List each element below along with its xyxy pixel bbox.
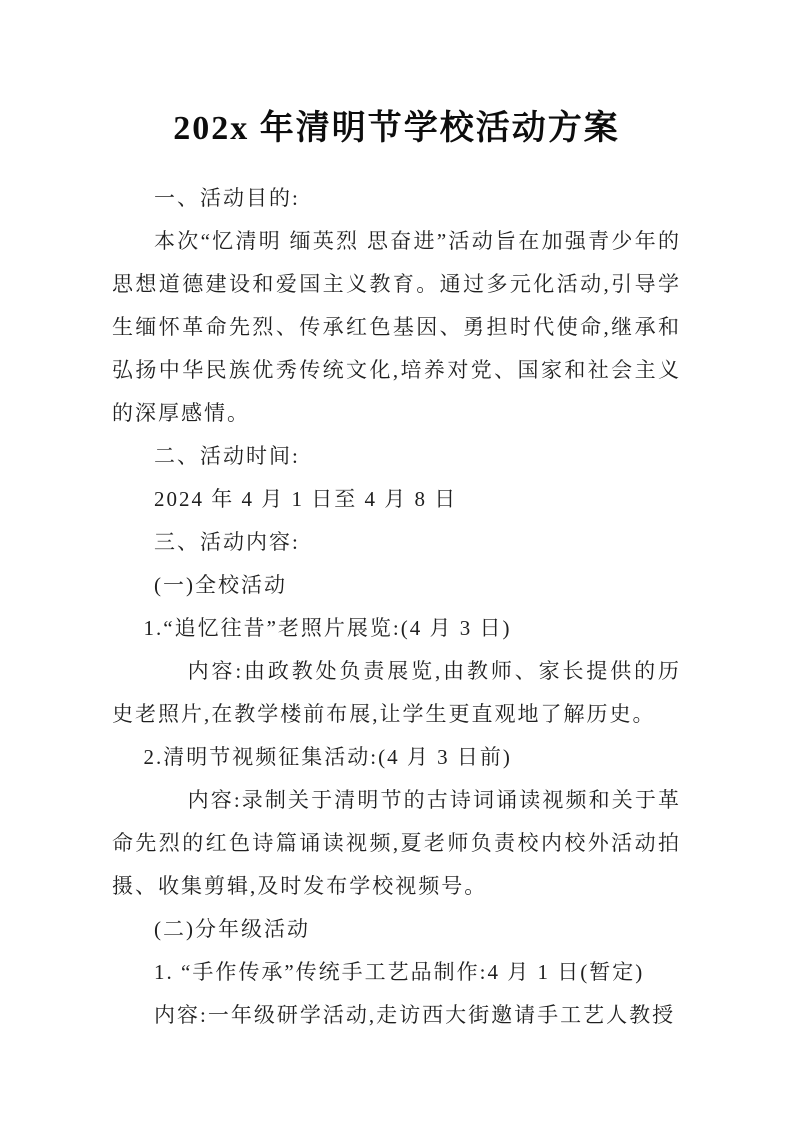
item-video-collection: 2.清明节视频征集活动:(4 月 3 日前) bbox=[143, 744, 512, 769]
document-text bbox=[112, 177, 681, 1037]
para-photo-exhibition-content: 内容:由政教处负责展览,由教师、家长提供的历史老照片,在教学楼前布展,让学生更直观地了解历史。 bbox=[112, 658, 681, 726]
heading-grade-activities: (二)分年级活动 bbox=[154, 916, 310, 941]
para-activity-purpose-body: 本次“忆清明 缅英烈 思奋进”活动旨在加强青少年的思想道德建设和爱国主义教育。通过多元化活动,引导学生缅怀革命先烈、传承红色基因、勇担时代使命,继承和弘扬中华民族优秀传统文化,培养对党、国家和社会主义的深厚感情。 bbox=[112, 228, 681, 425]
heading-school-activities: (一)全校活动 bbox=[154, 572, 287, 597]
heading-activity-time: 二、活动时间: bbox=[154, 443, 300, 468]
heading-activity-purpose: 一、活动目的: bbox=[154, 185, 300, 210]
para-video-collection-content: 内容:录制关于清明节的古诗词诵读视频和关于革命先烈的红色诗篇诵读视频,夏老师负责校内校外活动拍摄、收集剪辑,及时发布学校视频号。 bbox=[112, 787, 681, 898]
item-handicraft: 1. “手作传承”传统手工艺品制作:4 月 1 日(暂定) bbox=[154, 959, 645, 984]
para-handicraft-content: 内容:一年级研学活动,走访西大街邀请手工艺人教授 bbox=[154, 1002, 676, 1027]
para-activity-time-value: 2024 年 4 月 1 日至 4 月 8 日 bbox=[154, 486, 458, 511]
heading-activity-content: 三、活动内容: bbox=[154, 529, 300, 554]
item-photo-exhibition: 1.“追忆往昔”老照片展览:(4 月 3 日) bbox=[143, 615, 512, 640]
document-title: 202x 年清明节学校活动方案 bbox=[173, 110, 620, 147]
